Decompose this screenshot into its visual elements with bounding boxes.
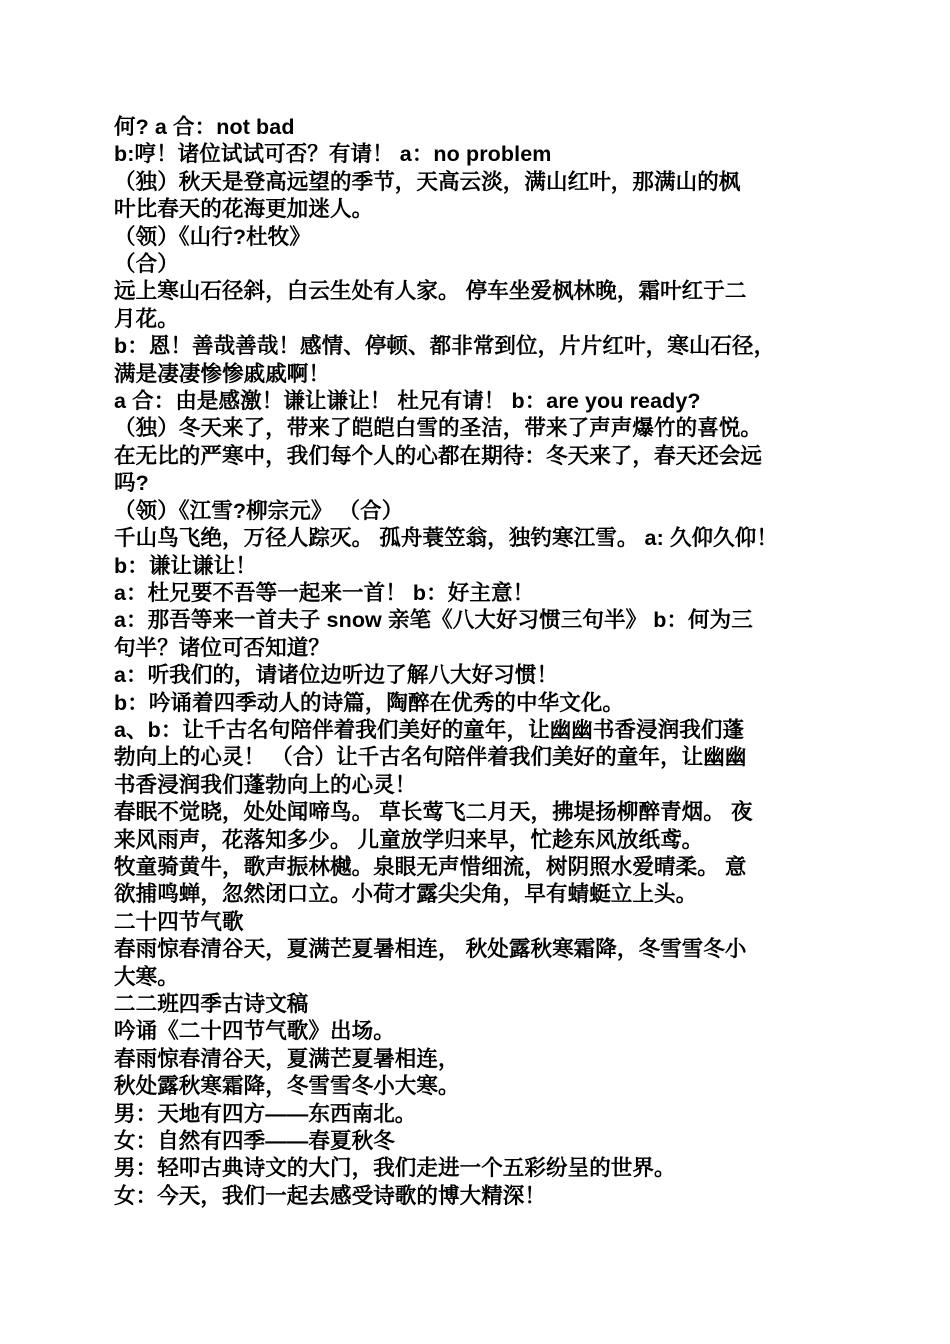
text-line: b：谦让谦让！ (114, 553, 257, 578)
text-line: 满是凄凄惨惨戚戚啊！ (114, 361, 331, 386)
text-line: 叶比春天的花海更加迷人。 (114, 197, 374, 222)
text-line: 春眠不觉晓，处处闻啼鸟。 草长莺飞二月天，拂堤扬柳醉青烟。 夜 (114, 800, 753, 825)
text-line: a：听我们的，请诸位边听边了解八大好习惯！ (114, 663, 559, 688)
text-line: b:哼！诸位试试可否？有请！ a：no problem (114, 142, 552, 167)
text-line: 男：轻叩古典诗文的大门，我们走进一个五彩纷呈的世界。 (114, 1156, 676, 1181)
text-line: 千山鸟飞绝，万径人踪灭。 孤舟蓑笠翁，独钓寒江雪。 a: 久仰久仰！ (114, 526, 778, 551)
text-line: （独）冬天来了，带来了皑皑白雪的圣洁，带来了声声爆竹的喜悦。 (114, 416, 763, 441)
text-line: 男：天地有四方——东西南北。 (114, 1101, 417, 1126)
text-line: 吟诵《二十四节气歌》出场。 (114, 1019, 395, 1044)
text-line: （独）秋天是登高远望的季节，天高云淡，满山红叶，那满山的枫 (114, 169, 741, 194)
text-line: 吗? (114, 471, 149, 496)
text-line: 来风雨声，花落知多少。 儿童放学归来早，忙趁东风放纸鸢。 (114, 827, 704, 852)
text-line: b：恩！善哉善哉！感情、停顿、都非常到位，片片红叶，寒山石径， (114, 334, 776, 359)
text-line: 何? a 合：not bad (114, 115, 295, 139)
text-line: （领）《山行?杜牧》 (114, 224, 311, 249)
text-line: （领）《江雪?柳宗元》 （合） (114, 498, 404, 523)
text-line: 远上寒山石径斜，白云生处有人家。 停车坐爱枫林晚，霜叶红于二 (114, 279, 747, 304)
text-line: b：吟诵着四季动人的诗篇，陶醉在优秀的中华文化。 (114, 690, 625, 715)
text-line: 月花。 (114, 306, 179, 331)
text-line: 春雨惊春清谷天，夏满芒夏暑相连， 秋处露秋寒霜降，冬雪雪冬小 (114, 937, 747, 962)
document-body (114, 114, 844, 1210)
text-line: a 合：由是感激！谦让谦让！ 杜兄有请！ b：are you ready? (114, 389, 701, 414)
text-line: 女：今天，我们一起去感受诗歌的博大精深！ (114, 1183, 547, 1208)
text-line: 牧童骑黄牛，歌声振林樾。泉眼无声惜细流，树阴照水爱晴柔。 意 (114, 854, 747, 879)
section-heading: 二二班四季古诗文稿 (114, 992, 309, 1016)
text-line: a、b：让千古名句陪伴着我们美好的童年，让幽幽书香浸润我们蓬 (114, 717, 745, 742)
text-line: 句半？诸位可否知道？ (114, 635, 331, 660)
text-line: 欲捕鸣蝉，忽然闭口立。小荷才露尖尖角，早有蜻蜓立上头。 (114, 882, 698, 907)
section-heading: 二十四节气歌 (114, 909, 244, 934)
text-line: a：杜兄要不吾等一起来一首！ b：好主意！ (114, 580, 535, 605)
text-line: 大寒。 (114, 964, 179, 989)
text-line: 在无比的严寒中，我们每个人的心都在期待：冬天来了，春天还会远 (114, 443, 763, 468)
text-line: 秋处露秋寒霜降，冬雪雪冬小大寒。 (114, 1074, 460, 1099)
text-line: 书香浸润我们蓬勃向上的心灵！ (114, 772, 417, 797)
text-line: a：那吾等来一首夫子 snow 亲笔《八大好习惯三句半》 b：何为三 (114, 608, 753, 633)
text-line: （合） (114, 252, 179, 277)
text-line: 女：自然有四季——春夏秋冬 (114, 1129, 395, 1154)
text-line: 勃向上的心灵！ （合）让千古名句陪伴着我们美好的童年，让幽幽 (114, 745, 747, 770)
text-line: 春雨惊春清谷天，夏满芒夏暑相连， (114, 1046, 460, 1071)
